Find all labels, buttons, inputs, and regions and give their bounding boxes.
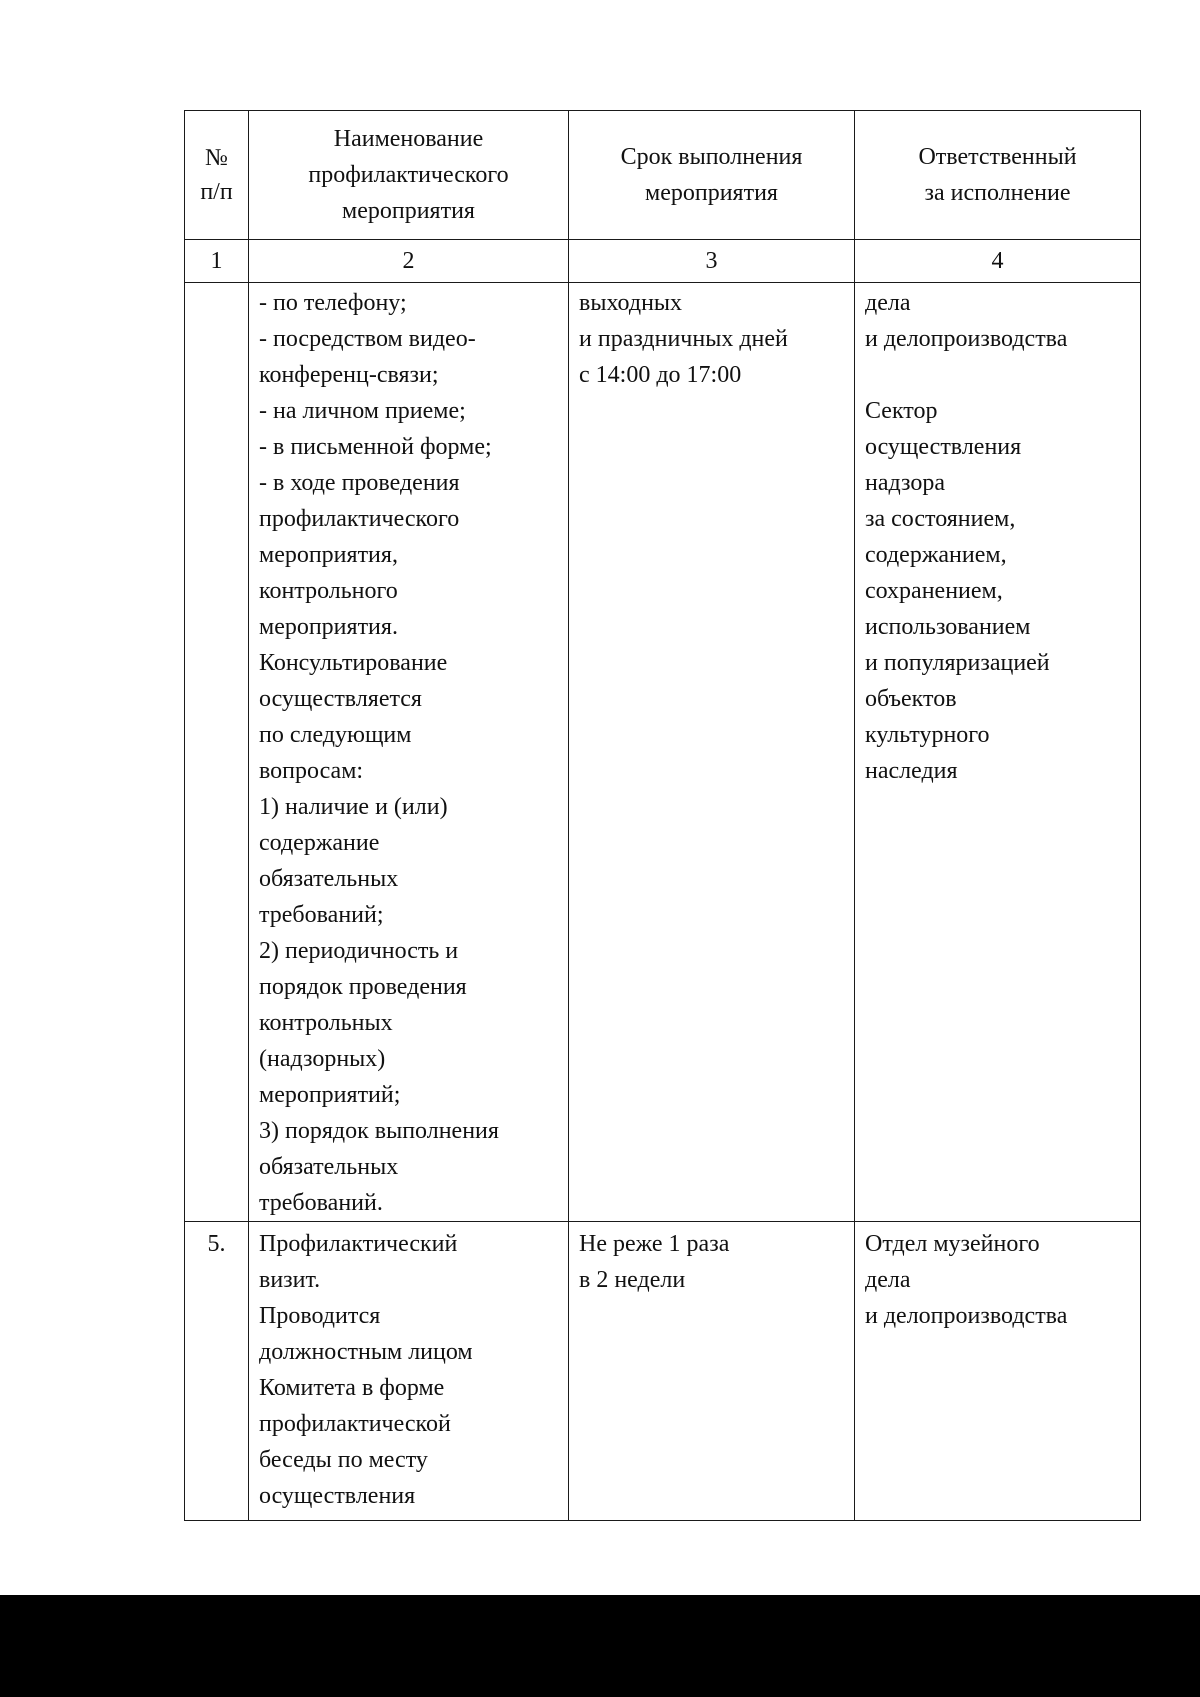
column-number-1: 1 bbox=[185, 240, 249, 283]
deadline-cell bbox=[569, 1222, 855, 1521]
header-activity-name bbox=[249, 111, 569, 240]
responsible-cell bbox=[855, 1222, 1141, 1521]
scan-bottom-border bbox=[0, 1595, 1200, 1697]
responsible-text bbox=[865, 1226, 1130, 1334]
column-number-2: 2 bbox=[249, 240, 569, 283]
header-deadline-line: Срок выполнения bbox=[620, 144, 803, 170]
text-line: Сектор bbox=[865, 398, 938, 424]
measures-table bbox=[184, 110, 1141, 1521]
text-line: мероприятия, bbox=[259, 542, 398, 568]
text-line: 2) периодичность и bbox=[259, 938, 459, 964]
text-line: Комитета в форме bbox=[259, 1375, 445, 1401]
responsible-cell bbox=[855, 283, 1141, 1222]
text-line: сохранением, bbox=[865, 578, 1003, 604]
table-header-row bbox=[185, 111, 1141, 240]
column-number-4: 4 bbox=[855, 240, 1141, 283]
header-activity-line: профилактического bbox=[308, 162, 509, 188]
text-line: должностным лицом bbox=[259, 1339, 473, 1365]
text-line: дела bbox=[865, 290, 911, 316]
table-row-continued bbox=[185, 283, 1141, 1222]
text-line: в 2 недели bbox=[579, 1267, 686, 1293]
text-line: - посредством видео- bbox=[259, 326, 476, 352]
text-line: визит. bbox=[259, 1267, 321, 1293]
text-line: обязательных bbox=[259, 1154, 399, 1180]
text-line: мероприятий; bbox=[259, 1082, 401, 1108]
text-line: требований; bbox=[259, 902, 384, 928]
header-responsible bbox=[855, 111, 1141, 240]
text-line: 1) наличие и (или) bbox=[259, 794, 448, 820]
header-responsible-line: Ответственный bbox=[918, 144, 1077, 170]
text-line: (надзорных) bbox=[259, 1046, 386, 1072]
activity-cell bbox=[249, 283, 569, 1222]
text-line: порядок проведения bbox=[259, 974, 467, 1000]
deadline-text bbox=[579, 285, 844, 393]
responsible-text-dept bbox=[865, 285, 1130, 357]
paragraph-gap bbox=[865, 357, 1130, 393]
text-line: беседы по месту bbox=[259, 1447, 428, 1473]
text-line: использованием bbox=[865, 614, 1031, 640]
text-line: обязательных bbox=[259, 866, 399, 892]
text-line: Консультирование bbox=[259, 650, 448, 676]
column-number-row bbox=[185, 240, 1141, 283]
text-line: и делопроизводства bbox=[865, 326, 1068, 352]
text-line: - в ходе проведения bbox=[259, 470, 460, 496]
text-line: дела bbox=[865, 1267, 911, 1293]
column-number-3: 3 bbox=[569, 240, 855, 283]
text-line: осуществляется bbox=[259, 686, 422, 712]
header-activity-line: мероприятия bbox=[342, 198, 475, 224]
header-responsible-line: за исполнение bbox=[924, 180, 1071, 206]
text-line: 3) порядок выполнения bbox=[259, 1118, 499, 1144]
text-line: осуществления bbox=[865, 434, 1022, 460]
header-deadline-line: мероприятия bbox=[645, 180, 778, 206]
text-line: надзора bbox=[865, 470, 945, 496]
text-line: Отдел музейного bbox=[865, 1231, 1040, 1257]
header-number-line: п/п bbox=[200, 179, 233, 205]
header-number-line: № bbox=[205, 145, 228, 171]
text-line: Проводится bbox=[259, 1303, 381, 1329]
deadline-text bbox=[579, 1226, 844, 1298]
text-line: вопросам: bbox=[259, 758, 364, 784]
text-line: - на личном приеме; bbox=[259, 398, 466, 424]
text-line: - по телефону; bbox=[259, 290, 407, 316]
text-line: с 14:00 до 17:00 bbox=[579, 362, 742, 388]
text-line: контрольных bbox=[259, 1010, 393, 1036]
text-line: культурного bbox=[865, 722, 990, 748]
text-line: и праздничных дней bbox=[579, 326, 788, 352]
text-line: профилактической bbox=[259, 1411, 451, 1437]
responsible-text-sector bbox=[865, 393, 1130, 789]
text-line: требований. bbox=[259, 1190, 383, 1216]
text-line: контрольного bbox=[259, 578, 398, 604]
row-number bbox=[185, 283, 249, 1222]
text-line: за состоянием, bbox=[865, 506, 1016, 532]
text-line: наследия bbox=[865, 758, 958, 784]
header-number bbox=[185, 111, 249, 240]
text-line: по следующим bbox=[259, 722, 412, 748]
activity-cell bbox=[249, 1222, 569, 1521]
header-deadline bbox=[569, 111, 855, 240]
text-line: Не реже 1 раза bbox=[579, 1231, 730, 1257]
text-line: содержание bbox=[259, 830, 380, 856]
table-row-5 bbox=[185, 1222, 1141, 1521]
text-line: осуществления bbox=[259, 1483, 416, 1509]
text-line: и популяризацией bbox=[865, 650, 1050, 676]
deadline-cell bbox=[569, 283, 855, 1222]
header-activity-line: Наименование bbox=[333, 126, 484, 152]
text-line: конференц-связи; bbox=[259, 362, 439, 388]
text-line: выходных bbox=[579, 290, 683, 316]
text-line: объектов bbox=[865, 686, 957, 712]
text-line: Профилактический bbox=[259, 1231, 458, 1257]
activity-text bbox=[259, 285, 558, 1221]
text-line: содержанием, bbox=[865, 542, 1007, 568]
text-line: профилактического bbox=[259, 506, 460, 532]
text-line: мероприятия. bbox=[259, 614, 398, 640]
activity-text bbox=[259, 1226, 558, 1514]
row-number: 5. bbox=[185, 1222, 249, 1521]
text-line: и делопроизводства bbox=[865, 1303, 1068, 1329]
text-line: - в письменной форме; bbox=[259, 434, 492, 460]
